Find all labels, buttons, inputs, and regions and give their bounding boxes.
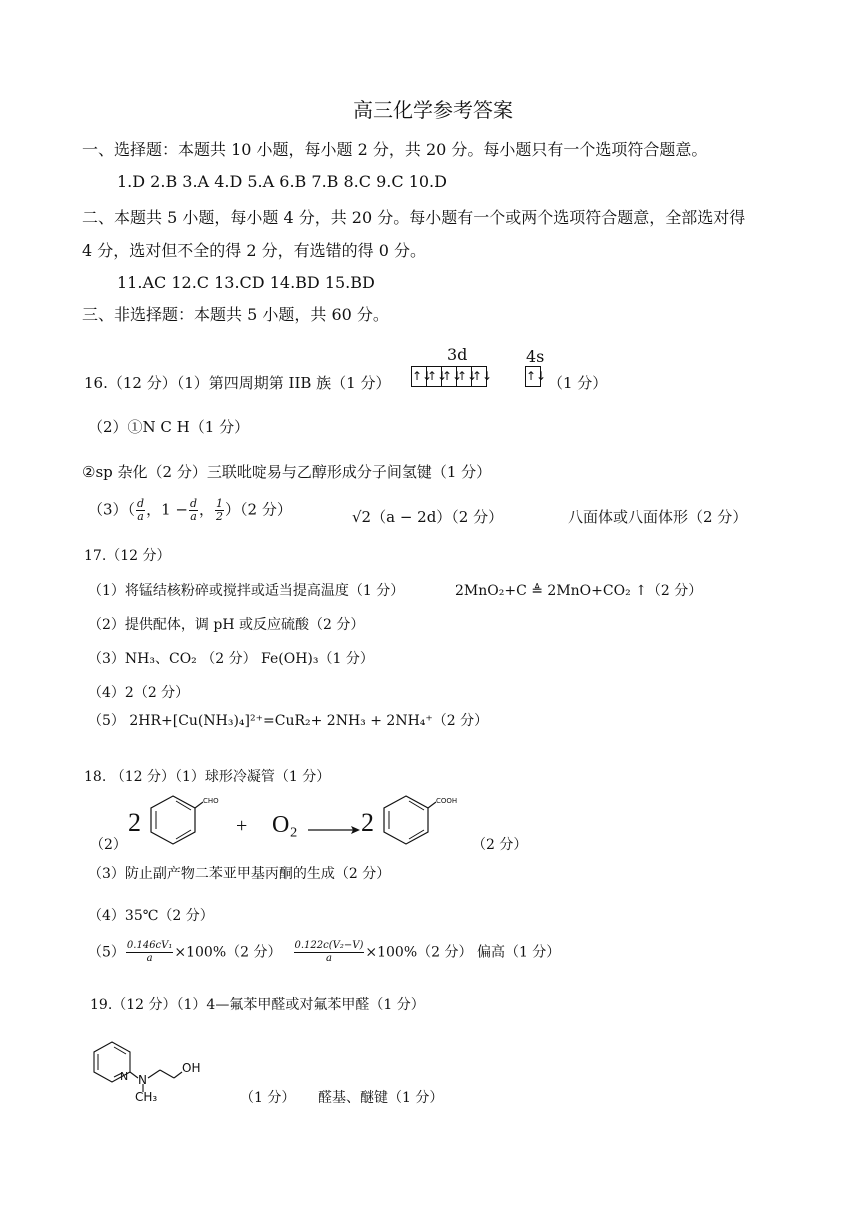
q16-line2: （2）①N C H（1 分） bbox=[88, 418, 250, 436]
section2-heading-line1: 二、本题共 5 小题，每小题 4 分，共 20 分。每小题有一个或两个选项符合题意，全部选对得 bbox=[82, 208, 746, 227]
orbital-cell: ↑↓ bbox=[457, 367, 472, 386]
methyl-label: CH₃ bbox=[135, 1090, 158, 1104]
cho-label: CHO bbox=[203, 797, 219, 805]
q16-line4-prefix: （3）（ bbox=[88, 500, 136, 519]
reaction-arrow-icon bbox=[308, 824, 360, 836]
orbital-3d-boxes bbox=[411, 366, 493, 387]
q16-line4-mid2: ， bbox=[199, 500, 215, 519]
q16-line4-sqrt: √2（a − 2d）（2 分） bbox=[352, 508, 504, 526]
q18-line5-prefix: （5） bbox=[88, 944, 125, 961]
section2-heading-line2: 4 分，选对但不全的得 2 分，有选错的得 0 分。 bbox=[82, 241, 426, 260]
frac-purity-1: $\frac{\text{0.146cV₁}}{a}$ bbox=[126, 940, 173, 964]
frac-d-over-a: $\frac{d}{a}$ bbox=[137, 497, 145, 523]
orbital-cell: ↑↓ bbox=[472, 369, 493, 383]
section1-heading: 一、选择题：本题共 10 小题，每小题 2 分，共 20 分。每小题只有一个选项符合题意。 bbox=[82, 140, 708, 159]
orbital-cell: ↑↓ bbox=[412, 367, 427, 386]
q16-line3: ②sp 杂化（2 分）三联吡啶易与乙醇形成分子间氢键（1 分） bbox=[82, 463, 492, 481]
q17-line2: （1）将锰结核粉碎或搅拌或适当提高温度（1 分） bbox=[88, 583, 405, 599]
orbital-cell: ↑↓ bbox=[442, 367, 457, 386]
orbital-cell: ↑↓ bbox=[526, 369, 547, 383]
o2-formula: O₂ bbox=[272, 812, 298, 838]
hydroxyl-label: OH bbox=[182, 1061, 201, 1075]
section3-heading: 三、非选择题：本题共 5 小题，共 60 分。 bbox=[82, 305, 389, 324]
q18-line3: （3）防止副产物二苯亚甲基丙酮的生成（2 分） bbox=[88, 866, 391, 882]
q18-line5-mid2: ×100%（2 分） 偏高（1 分） bbox=[365, 944, 561, 961]
frac-one-half: $\frac{1}{2}$ bbox=[216, 497, 224, 523]
q16-line4-mid1: ，1 − bbox=[146, 500, 188, 519]
orbital-cell: ↑↓ bbox=[427, 367, 442, 386]
q18-coef-2: 2 bbox=[361, 808, 374, 837]
q18-line2-label: （2） bbox=[90, 837, 127, 853]
ring-nitrogen: N bbox=[120, 1070, 129, 1083]
q18-line2-score: （2 分） bbox=[472, 837, 528, 853]
plus-sign: + bbox=[236, 815, 248, 837]
q16-line4 bbox=[88, 498, 292, 523]
q17-line4: （3）NH₃、CO₂ （2 分） Fe(OH)₃（1 分） bbox=[88, 651, 374, 667]
q19-line2-score: （1 分） bbox=[240, 1090, 296, 1106]
q18-line5-mid1: ×100%（2 分） bbox=[174, 944, 282, 961]
q18-line1: 18. （12 分）（1）球形冷凝管（1 分） bbox=[84, 769, 331, 785]
q18-line4: （4）35℃（2 分） bbox=[88, 908, 214, 924]
orbital-3d-label: 3d bbox=[447, 345, 468, 364]
page-title: 高三化学参考答案 bbox=[353, 98, 513, 122]
q17-line3: （2）提供配体，调 pH 或反应硫酸（2 分） bbox=[88, 617, 365, 633]
q16-line4-mid3: ）（2 分） bbox=[225, 500, 292, 519]
section2-answers: 11.AC 12.C 13.CD 14.BD 15.BD bbox=[117, 273, 375, 292]
frac-d-over-a-2: $\frac{d}{a}$ bbox=[189, 497, 198, 523]
q17-line1: 17.（12 分） bbox=[84, 548, 171, 564]
q18-line5 bbox=[88, 940, 560, 965]
frac-purity-2: $\frac{\text{0.122c(V₂−V)}}{a}$ bbox=[294, 940, 364, 964]
q19-line1: 19.（12 分）（1）4—氟苯甲醛或对氟苯甲醛（1 分） bbox=[90, 997, 425, 1013]
section1-answers: 1.D 2.B 3.A 4.D 5.A 6.B 7.B 8.C 9.C 10.D bbox=[117, 172, 447, 191]
q17-line2-eq: 2MnO₂+C ≜ 2MnO+CO₂ ↑（2 分） bbox=[455, 583, 703, 599]
q17-line5: （4）2（2 分） bbox=[88, 685, 190, 701]
q19-line2-groups: 醛基、醚键（1 分） bbox=[318, 1090, 444, 1106]
q16-line4-end: 八面体或八面体形（2 分） bbox=[568, 508, 748, 526]
amine-nitrogen: N bbox=[138, 1073, 147, 1087]
orbital-4s-label: 4s bbox=[526, 347, 545, 366]
orbital-4s-boxes bbox=[525, 366, 547, 387]
cooh-label: COOH bbox=[436, 797, 458, 805]
q17-line6: （5） 2HR+[Cu(NH₃)₄]²⁺=CuR₂+ 2NH₃ + 2NH₄⁺（2 分） bbox=[88, 713, 489, 729]
q18-coef-1: 2 bbox=[128, 808, 141, 837]
q16-line1-score: （1 分） bbox=[548, 374, 608, 392]
q16-line1: 16.（12 分）（1）第四周期第 IIB 族（1 分） bbox=[84, 374, 391, 392]
